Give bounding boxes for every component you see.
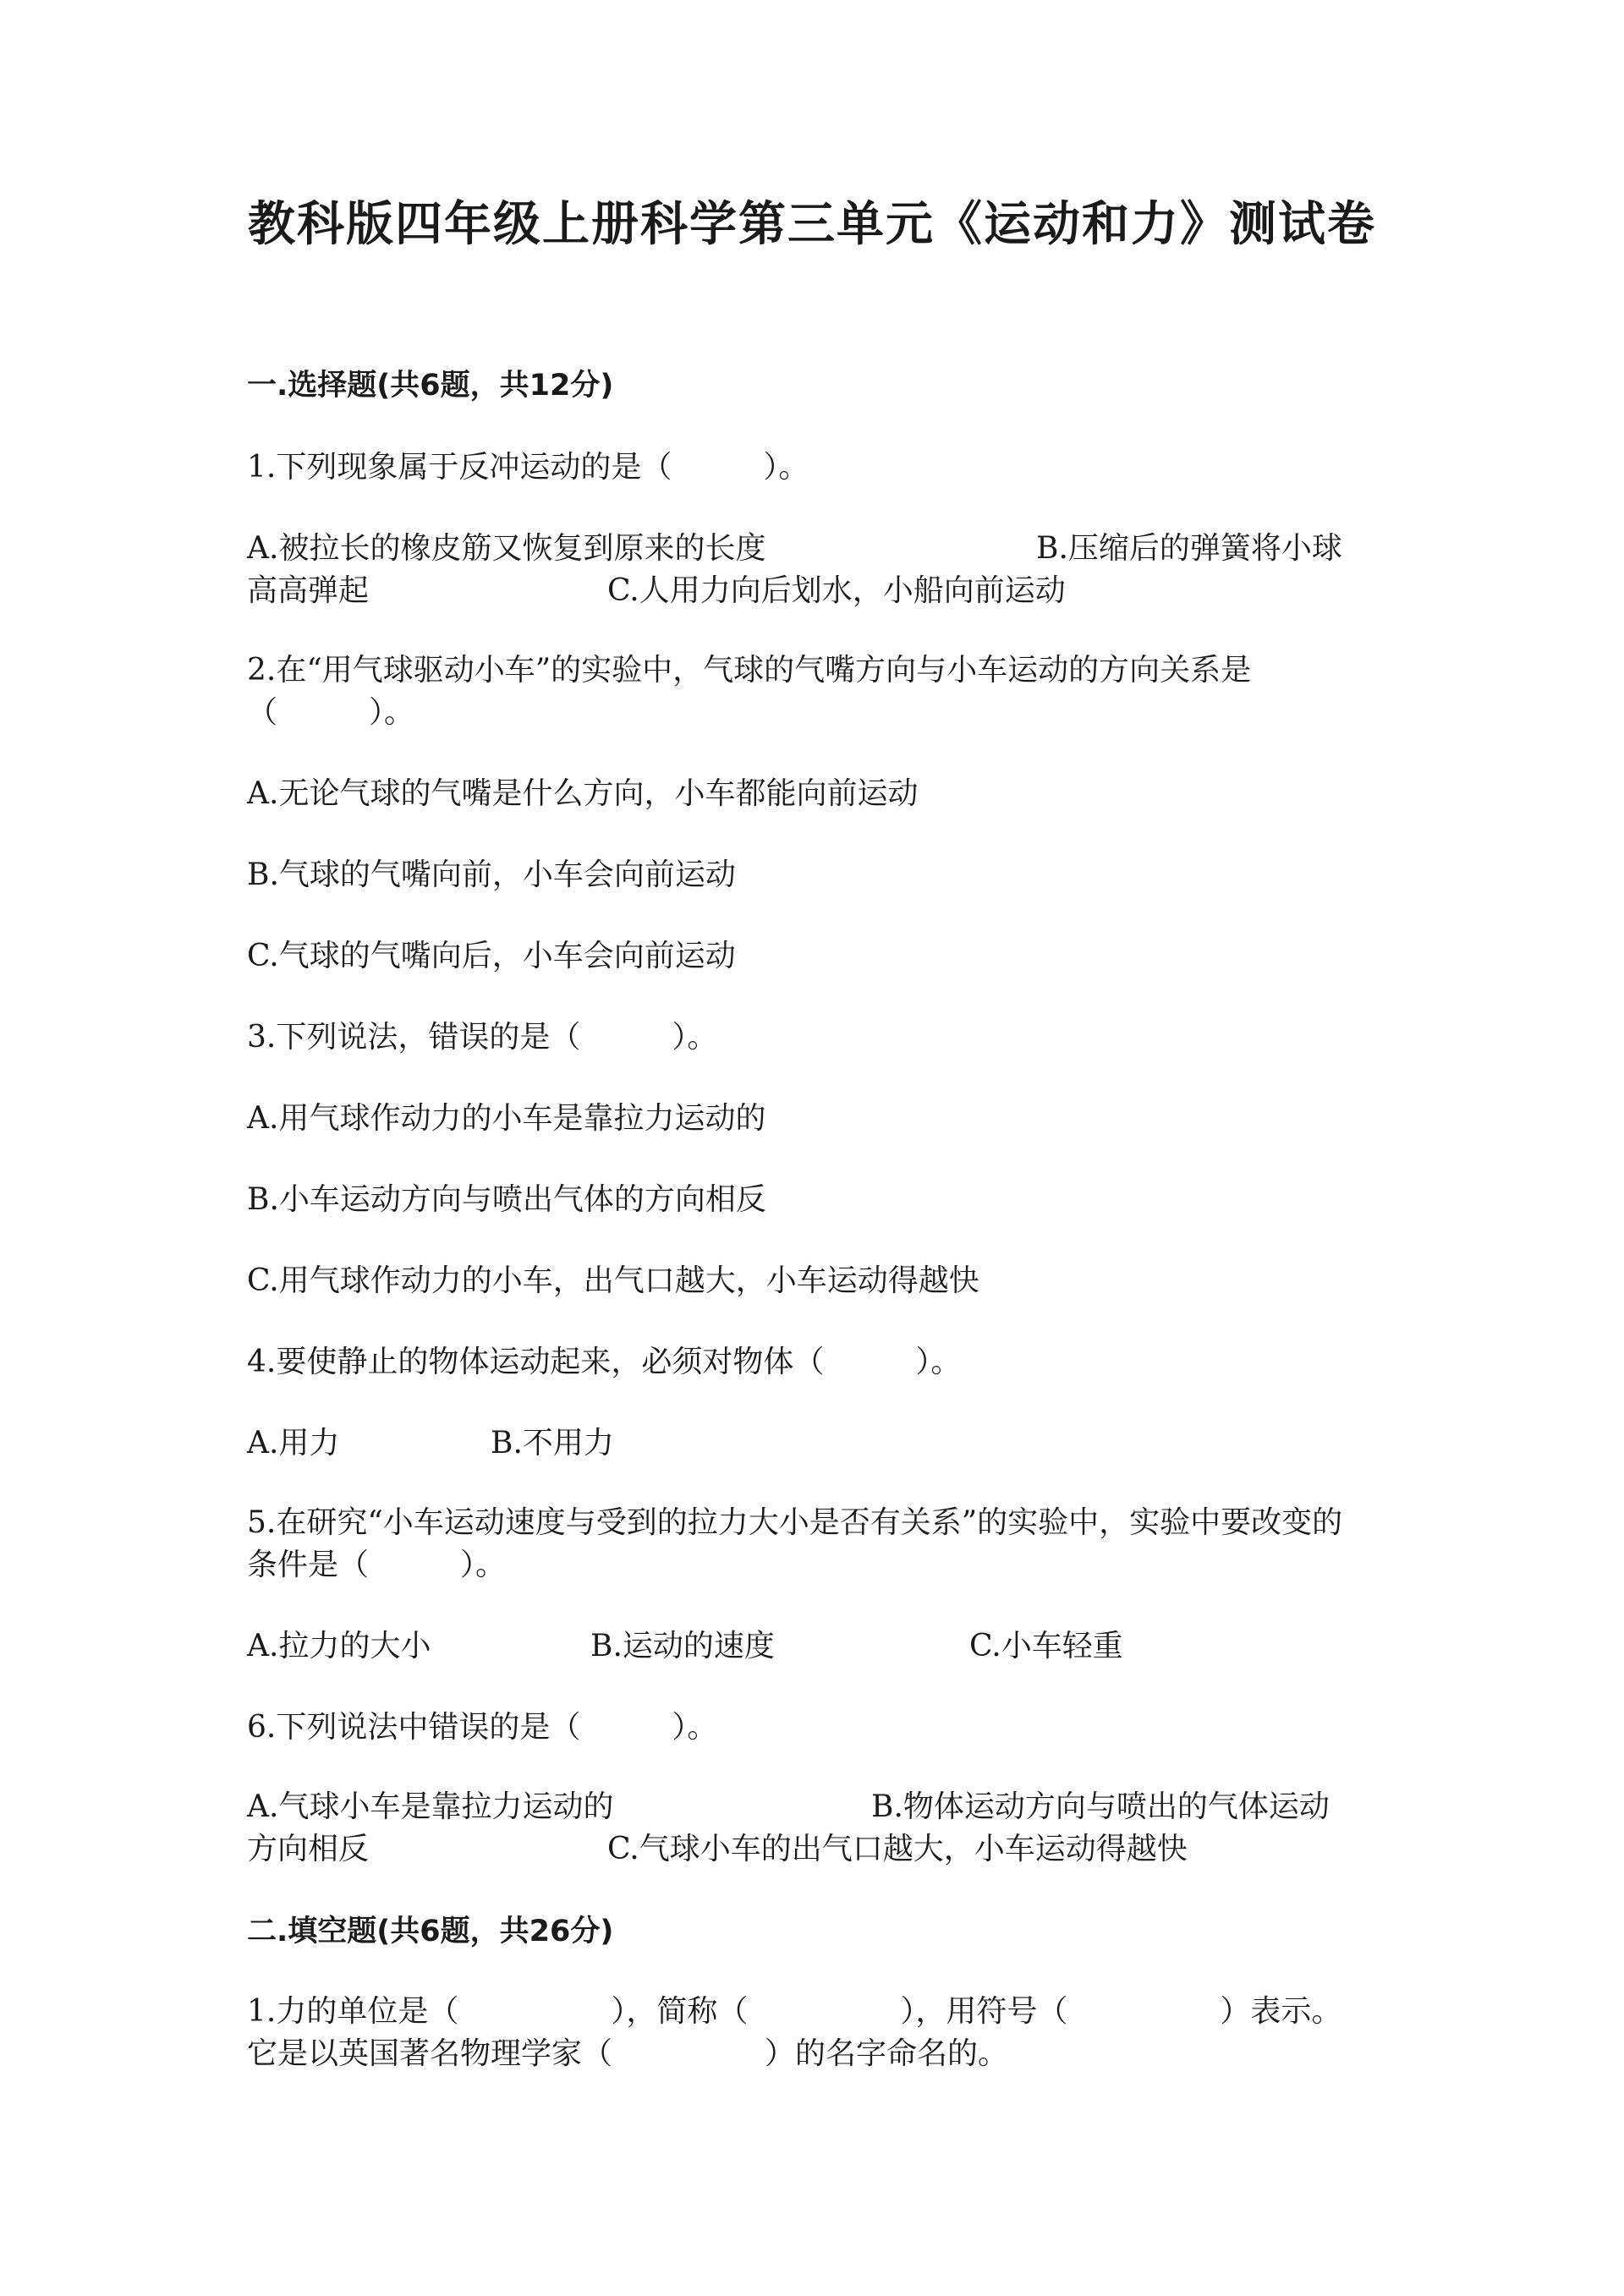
- question-6-option-b-continued: 方向相反: [247, 1832, 370, 1866]
- question-4-option-a: A.用力: [247, 1426, 340, 1460]
- question-2-stem: 2.在“用气球驱动小车”的实验中，气球的气嘴方向与小车运动的方向关系是（ ）。: [247, 653, 1252, 730]
- question-3-option-a: A.用气球作动力的小车是靠拉力运动的: [247, 1101, 766, 1136]
- question-1-option-b-continued: 高高弹起: [247, 573, 370, 608]
- question-2-option-a: A.无论气球的气嘴是什么方向，小车都能向前运动: [247, 776, 919, 811]
- question-4-stem: 4.要使静止的物体运动起来，必须对物体（ ）。: [247, 1345, 962, 1379]
- question-5-stem: 5.在研究“小车运动速度与受到的拉力大小是否有关系”的实验中，实验中要改变的条件是（ ）。: [247, 1505, 1343, 1582]
- section-heading-fill-in-blank: 二.填空题(共6题，共26分): [247, 1915, 614, 1948]
- question-4-option-b: B.不用力: [491, 1426, 614, 1460]
- question-3-option-c: C.用气球作动力的小车，出气口越大，小车运动得越快: [247, 1263, 979, 1298]
- question-1-option-a: A.被拉长的橡皮筋又恢复到原来的长度: [247, 531, 766, 566]
- question-1-option-c: C.人用力向后划水，小船向前运动: [607, 573, 1066, 608]
- question-6-stem: 6.下列说法中错误的是（ ）。: [247, 1710, 718, 1745]
- question-1-stem: 1.下列现象属于反冲运动的是（ ）。: [247, 450, 809, 485]
- question-6-option-b: B.物体运动方向与喷出的气体运动: [871, 1789, 1330, 1824]
- question-5-option-b: B.运动的速度: [590, 1629, 775, 1663]
- question-2-option-b: B.气球的气嘴向前，小车会向前运动: [247, 858, 736, 892]
- question-1-option-b: B.压缩后的弹簧将小球: [1036, 531, 1342, 566]
- question-3-option-b: B.小车运动方向与喷出气体的方向相反: [247, 1182, 766, 1217]
- question-5-option-c: C.小车轻重: [969, 1629, 1123, 1663]
- fill-question-1-stem: 1.力的单位是（ ），简称（ ），用符号（ ）表示。它是以英国著名物理学家（ ）的名字命名的。: [247, 1994, 1342, 2071]
- question-6-option-a: A.气球小车是靠拉力运动的: [247, 1789, 614, 1824]
- section-heading-multiple-choice: 一.选择题(共6题，共12分): [247, 369, 614, 403]
- question-5-option-a: A.拉力的大小: [247, 1629, 431, 1663]
- question-3-stem: 3.下列说法，错误的是（ ）。: [247, 1020, 718, 1055]
- page-title: 教科版四年级上册科学第三单元《运动和力》测试卷: [248, 197, 1376, 252]
- question-2-option-c: C.气球的气嘴向后，小车会向前运动: [247, 939, 736, 973]
- question-6-option-c: C.气球小车的出气口越大，小车运动得越快: [607, 1832, 1188, 1866]
